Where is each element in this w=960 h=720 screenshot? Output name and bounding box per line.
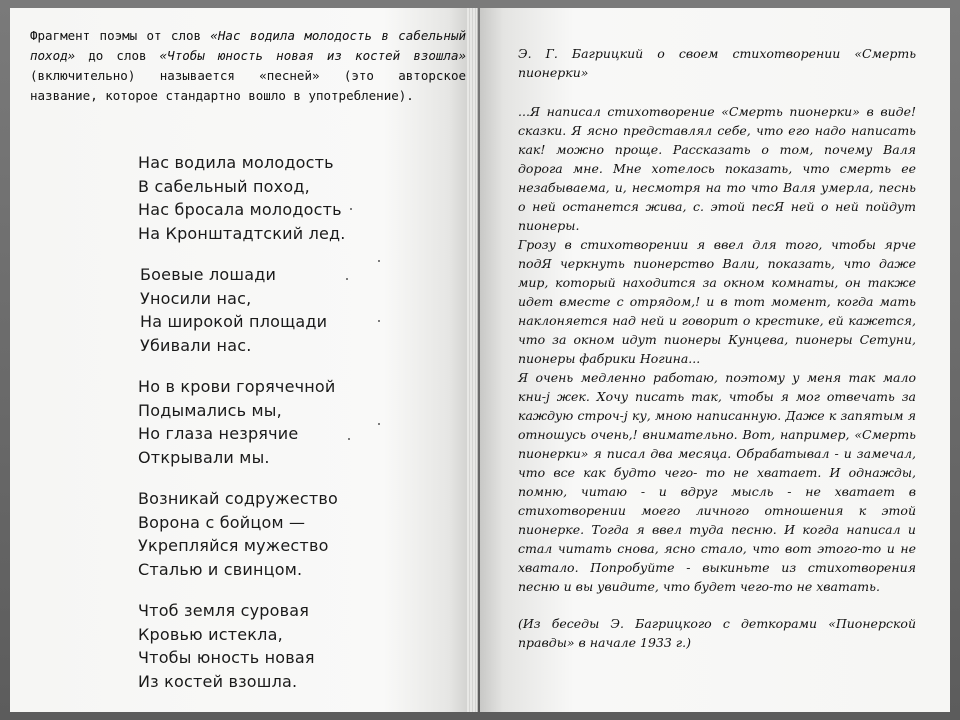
intro-quote-1: «Нас водила молодость в сабельный поход»: [30, 28, 466, 63]
intro-part-1: Фрагмент поэмы от слов: [30, 28, 211, 43]
scan-speck: [378, 423, 380, 425]
commentary-paragraph: Я очень медленно работаю, поэтому у меня так мало кни-j жек. Хочу писать так, чтобы я мог отвечать за каждую строч-j ку, мною написанную. Даже к запятым я отношусь очень,! внимательно. Вот, например, «Смерть пионерки» я писал два месяца. Обрабатывал - и замечал, что все как будто чего- то не хватает. И однажды, помню, читаю - и вдруг мысль - не хватает в стихотворении моего личного отношения к этой пионерке. Тогда я ввел туда песню. И когда написал и стал читать снова, ясно стало, что вот этого-то и не хватало. Попробуйте - выкиньте из стихотворения песню и вы увидите, что будет чего-то не хватать.: [518, 370, 916, 594]
poem-line: Нас бросала молодость: [138, 200, 342, 219]
poem-line: Но в крови горячечной: [138, 377, 336, 396]
poem-line: Нас водила молодость: [138, 153, 334, 172]
scan-speck: [378, 260, 380, 262]
poem-line: Ворона с бойцом —: [138, 512, 306, 532]
poem-stanza: [138, 151, 368, 245]
poem-stanza: [138, 487, 368, 581]
left-page: [10, 8, 478, 712]
open-book: [10, 8, 950, 712]
intro-text: [30, 26, 466, 106]
page-edge: [467, 8, 477, 712]
scan-speck: [348, 438, 350, 440]
poem-line: Подымались мы,: [138, 400, 282, 420]
poem-line: Открывали мы.: [138, 447, 270, 467]
poem-line: Чтобы юность новая: [138, 648, 315, 667]
poem-line: Возникай содружество: [138, 489, 338, 508]
poem-line: В сабельный поход,: [138, 176, 310, 196]
scan-speck: [346, 278, 348, 280]
poem-line: Укрепляйся мужество: [138, 536, 329, 555]
poem-line: Но глаза незрячие: [138, 424, 299, 443]
intro-part-3: (включительно) называется «песней» (это авторское название, которое стандартно вошло в употребление).: [30, 68, 466, 103]
intro-quote-2: «Чтобы юность новая из костей взошла»: [159, 48, 466, 63]
poem-line: Уносили нас,: [140, 288, 252, 308]
scan-speck: [378, 320, 380, 322]
poem-line: На Кронштадтский лед.: [138, 223, 346, 243]
commentary-text: [518, 44, 916, 652]
poem-line: Боевые лошади: [140, 265, 277, 284]
right-page: [480, 8, 950, 712]
poem-line: Сталью и свинцом.: [138, 559, 303, 579]
poem-line: Убивали нас.: [140, 335, 252, 355]
commentary-heading: Э. Г. Багрицкий о своем стихотворении «Смерть пионерки»: [518, 46, 916, 80]
poem-scan: [138, 151, 368, 711]
poem-line: Чтоб земля суровая: [138, 601, 310, 620]
poem-line: На широкой площади: [140, 312, 328, 331]
commentary-paragraph: Грозу в стихотворении я ввел для того, чтобы ярче подЯ черкнуть пионерство Вали, показать, что даже мир, который находится за окном комнаты, он также идет вместе с отрядом,! и в тот момент, когда мать наклоняется над ней и говорит о крестике, ей кажется, что за окном идут пионеры Кунцева, пионеры Сетуни, пионеры фабрики Ногина...: [518, 237, 916, 366]
commentary-source: (Из беседы Э. Багрицкого с деткорами «Пионерской правды» в начале 1933 г.): [518, 616, 916, 650]
poem-line: Из костей взошла.: [138, 671, 298, 691]
scan-speck: [350, 208, 352, 210]
poem-stanza: [138, 375, 368, 469]
poem-stanza: [140, 263, 368, 357]
commentary-paragraph: ...Я написал стихотворение «Смерть пионерки» в виде! сказки. Я ясно представлял себе, что его надо написать как! можно проще. Рассказать о том, почему Валя дорога мне. Мне хотелось показать, что смерть ее незабываема, и, несмотря на то что Валя умерла, песнь о ней останется жива, с. этой песЯ ней о ней пойдут пионеры.: [518, 104, 916, 233]
intro-part-2: до слов: [75, 48, 160, 63]
poem-stanza: [138, 599, 368, 693]
poem-line: Кровью истекла,: [138, 624, 283, 644]
